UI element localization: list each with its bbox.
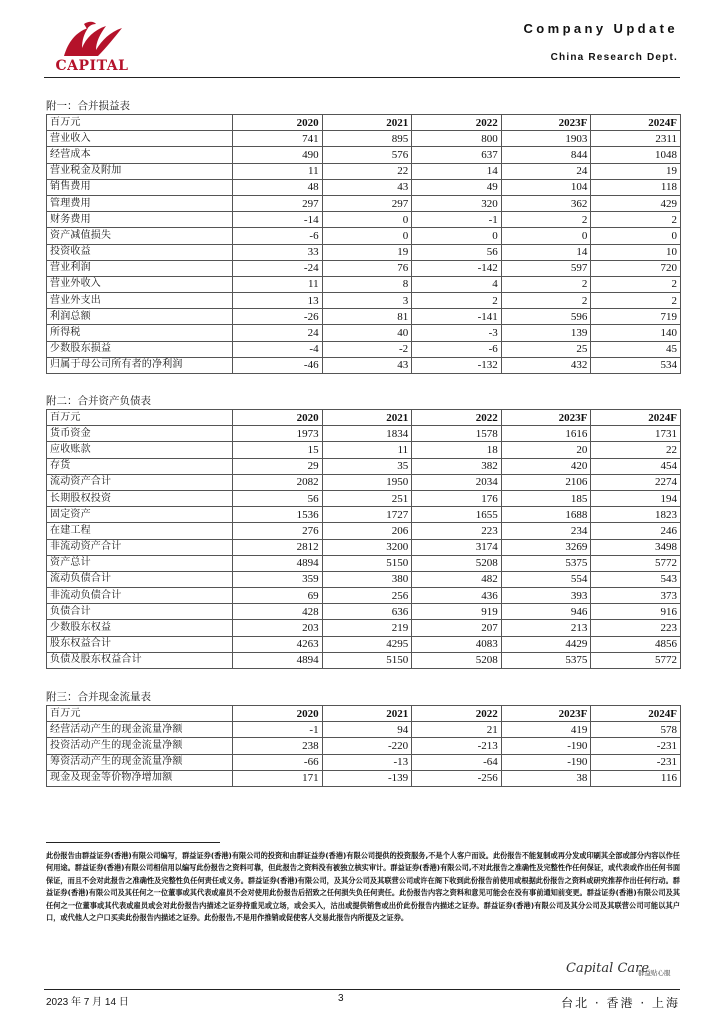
value-cell: 4083 (412, 636, 502, 652)
value-cell: 49 (412, 179, 502, 195)
report-type-title: Company Update (523, 21, 678, 36)
value-cell: 844 (501, 147, 591, 163)
year-header-cell: 2020 (233, 115, 323, 131)
value-cell: 946 (501, 604, 591, 620)
row-label-cell: 资产总计 (47, 555, 233, 571)
table-row (47, 490, 681, 506)
row-label-cell: 固定资产 (47, 507, 233, 523)
row-label-cell: 筹资活动产生的现金流量净额 (47, 754, 233, 770)
value-cell: 719 (591, 309, 681, 325)
value-cell: -231 (591, 738, 681, 754)
income-statement-title: 附一：合并损益表 (46, 100, 130, 112)
value-cell: 14 (412, 163, 502, 179)
value-cell: -141 (412, 309, 502, 325)
cash-flow-table (46, 705, 681, 787)
row-label-cell: 少数股东损益 (47, 341, 233, 357)
value-cell: 554 (501, 571, 591, 587)
value-cell: 18 (412, 442, 502, 458)
value-cell: 29 (233, 458, 323, 474)
year-header-cell: 2021 (322, 410, 412, 426)
row-label-cell: 应收账款 (47, 442, 233, 458)
value-cell: 1731 (591, 426, 681, 442)
row-label-cell: 股东权益合计 (47, 636, 233, 652)
value-cell: 10 (591, 244, 681, 260)
year-header-cell: 2024F (591, 706, 681, 722)
income-statement-table (46, 114, 681, 374)
row-label-cell: 营业利润 (47, 260, 233, 276)
value-cell: 246 (591, 523, 681, 539)
row-label-cell: 流动资产合计 (47, 474, 233, 490)
value-cell: 5208 (412, 652, 502, 668)
value-cell: 1688 (501, 507, 591, 523)
value-cell: 13 (233, 293, 323, 309)
table-row (47, 474, 681, 490)
value-cell: 38 (501, 770, 591, 786)
table-row (47, 636, 681, 652)
year-header-cell: 2021 (322, 115, 412, 131)
unit-cell: 百万元 (47, 410, 233, 426)
table-row (47, 588, 681, 604)
capital-care-logo (566, 961, 682, 985)
value-cell: 3200 (322, 539, 412, 555)
row-label-cell: 长期股权投资 (47, 490, 233, 506)
header-divider (44, 77, 680, 78)
table-header-row (47, 410, 681, 426)
value-cell: 3498 (591, 539, 681, 555)
table-row (47, 507, 681, 523)
table-row (47, 228, 681, 244)
value-cell: 0 (322, 228, 412, 244)
value-cell: -14 (233, 212, 323, 228)
value-cell: 373 (591, 588, 681, 604)
table-row (47, 458, 681, 474)
value-cell: 94 (322, 722, 412, 738)
capital-eagle-icon (58, 20, 124, 58)
value-cell: 8 (322, 276, 412, 292)
value-cell: 43 (322, 357, 412, 373)
value-cell: 436 (412, 588, 502, 604)
value-cell: 576 (322, 147, 412, 163)
table-row (47, 147, 681, 163)
value-cell: -4 (233, 341, 323, 357)
value-cell: 21 (412, 722, 502, 738)
year-header-cell: 2022 (412, 115, 502, 131)
table-row (47, 309, 681, 325)
value-cell: 81 (322, 309, 412, 325)
row-label-cell: 经营成本 (47, 147, 233, 163)
value-cell: 1834 (322, 426, 412, 442)
value-cell: 2 (501, 212, 591, 228)
year-header-cell: 2024F (591, 115, 681, 131)
value-cell: 35 (322, 458, 412, 474)
value-cell: 256 (322, 588, 412, 604)
value-cell: 24 (233, 325, 323, 341)
value-cell: 20 (501, 442, 591, 458)
unit-cell: 百万元 (47, 706, 233, 722)
value-cell: 1578 (412, 426, 502, 442)
value-cell: 140 (591, 325, 681, 341)
table-row (47, 260, 681, 276)
row-label-cell: 营业税金及附加 (47, 163, 233, 179)
value-cell: 432 (501, 357, 591, 373)
table-row (47, 754, 681, 770)
value-cell: 223 (412, 523, 502, 539)
value-cell: 5772 (591, 652, 681, 668)
value-cell: 139 (501, 325, 591, 341)
value-cell: 15 (233, 442, 323, 458)
value-cell: -24 (233, 260, 323, 276)
value-cell: 578 (591, 722, 681, 738)
table-row (47, 770, 681, 786)
value-cell: 185 (501, 490, 591, 506)
value-cell: 1950 (322, 474, 412, 490)
year-header-cell: 2021 (322, 706, 412, 722)
year-header-cell: 2020 (233, 410, 323, 426)
value-cell: 22 (591, 442, 681, 458)
value-cell: 637 (412, 147, 502, 163)
value-cell: 45 (591, 341, 681, 357)
value-cell: -132 (412, 357, 502, 373)
value-cell: -220 (322, 738, 412, 754)
value-cell: 251 (322, 490, 412, 506)
value-cell: 454 (591, 458, 681, 474)
value-cell: 14 (501, 244, 591, 260)
table-row (47, 357, 681, 373)
value-cell: 56 (412, 244, 502, 260)
value-cell: 276 (233, 523, 323, 539)
income-statement-section (46, 98, 680, 374)
row-label-cell: 投资活动产生的现金流量净额 (47, 738, 233, 754)
value-cell: 636 (322, 604, 412, 620)
value-cell: 4 (412, 276, 502, 292)
row-label-cell: 负债及股东权益合计 (47, 652, 233, 668)
value-cell: 2034 (412, 474, 502, 490)
row-label-cell: 负债合计 (47, 604, 233, 620)
value-cell: 11 (322, 442, 412, 458)
value-cell: 800 (412, 131, 502, 147)
row-label-cell: 归属于母公司所有者的净利润 (47, 357, 233, 373)
value-cell: 2 (412, 293, 502, 309)
row-label-cell: 销售费用 (47, 179, 233, 195)
value-cell: 5375 (501, 652, 591, 668)
value-cell: 223 (591, 620, 681, 636)
value-cell: -6 (412, 341, 502, 357)
value-cell: 380 (322, 571, 412, 587)
table-row (47, 131, 681, 147)
value-cell: 238 (233, 738, 323, 754)
value-cell: 0 (412, 228, 502, 244)
value-cell: 1655 (412, 507, 502, 523)
capital-care-script: Capital Care (566, 961, 650, 976)
value-cell: 24 (501, 163, 591, 179)
report-date: 2023 年 7 月 14 日 (46, 997, 129, 1008)
year-header-cell: 2020 (233, 706, 323, 722)
value-cell: 382 (412, 458, 502, 474)
value-cell: 419 (501, 722, 591, 738)
table-row (47, 212, 681, 228)
value-cell: 56 (233, 490, 323, 506)
value-cell: 69 (233, 588, 323, 604)
value-cell: 4894 (233, 555, 323, 571)
table-row (47, 620, 681, 636)
logo-text: CAPITAL (55, 58, 129, 74)
value-cell: 1823 (591, 507, 681, 523)
value-cell: 5375 (501, 555, 591, 571)
value-cell: 11 (233, 276, 323, 292)
balance-sheet-title: 附二：合并资产负债表 (46, 395, 151, 407)
table-row (47, 325, 681, 341)
table-row (47, 652, 681, 668)
row-label-cell: 少数股东权益 (47, 620, 233, 636)
year-header-cell: 2023F (501, 115, 591, 131)
row-label-cell: 营业外支出 (47, 293, 233, 309)
year-header-cell: 2022 (412, 410, 502, 426)
office-cities: 台北 · 香港 · 上海 (561, 996, 680, 1010)
table-row (47, 523, 681, 539)
value-cell: 0 (501, 228, 591, 244)
value-cell: 543 (591, 571, 681, 587)
value-cell: 19 (322, 244, 412, 260)
value-cell: -64 (412, 754, 502, 770)
row-label-cell: 经营活动产生的现金流量净额 (47, 722, 233, 738)
capital-care-cn: 群益贴心服 (638, 969, 671, 977)
value-cell: 4263 (233, 636, 323, 652)
value-cell: 4429 (501, 636, 591, 652)
row-label-cell: 资产减值损失 (47, 228, 233, 244)
value-cell: 2106 (501, 474, 591, 490)
cash-flow-title: 附三：合并现金流量表 (46, 691, 151, 703)
value-cell: -6 (233, 228, 323, 244)
row-label-cell: 所得税 (47, 325, 233, 341)
table-row (47, 555, 681, 571)
row-label-cell: 营业外收入 (47, 276, 233, 292)
value-cell: 1536 (233, 507, 323, 523)
value-cell: 2 (501, 293, 591, 309)
value-cell: 482 (412, 571, 502, 587)
table-row (47, 738, 681, 754)
value-cell: 490 (233, 147, 323, 163)
value-cell: 4894 (233, 652, 323, 668)
table-row (47, 571, 681, 587)
value-cell: 219 (322, 620, 412, 636)
value-cell: 741 (233, 131, 323, 147)
value-cell: 207 (412, 620, 502, 636)
value-cell: 720 (591, 260, 681, 276)
row-label-cell: 利润总额 (47, 309, 233, 325)
cash-flow-section (46, 689, 680, 787)
row-label-cell: 管理费用 (47, 195, 233, 211)
table-header-row (47, 706, 681, 722)
value-cell: 2 (591, 276, 681, 292)
year-header-cell: 2023F (501, 410, 591, 426)
department-subtitle: China Research Dept. (550, 52, 678, 63)
value-cell: 19 (591, 163, 681, 179)
value-cell: 4295 (322, 636, 412, 652)
value-cell: 104 (501, 179, 591, 195)
value-cell: 1903 (501, 131, 591, 147)
value-cell: 534 (591, 357, 681, 373)
table-row (47, 163, 681, 179)
company-logo (44, 20, 140, 76)
value-cell: -13 (322, 754, 412, 770)
value-cell: -2 (322, 341, 412, 357)
value-cell: 25 (501, 341, 591, 357)
value-cell: 2274 (591, 474, 681, 490)
footer-divider (44, 989, 680, 990)
value-cell: 2812 (233, 539, 323, 555)
table-row (47, 426, 681, 442)
value-cell: -66 (233, 754, 323, 770)
row-label-cell: 投资收益 (47, 244, 233, 260)
value-cell: 0 (322, 212, 412, 228)
value-cell: 1616 (501, 426, 591, 442)
table-row (47, 722, 681, 738)
value-cell: 43 (322, 179, 412, 195)
value-cell: 118 (591, 179, 681, 195)
value-cell: -213 (412, 738, 502, 754)
value-cell: 895 (322, 131, 412, 147)
value-cell: 194 (591, 490, 681, 506)
row-label-cell: 财务费用 (47, 212, 233, 228)
value-cell: -46 (233, 357, 323, 373)
value-cell: 2082 (233, 474, 323, 490)
value-cell: 1048 (591, 147, 681, 163)
value-cell: 206 (322, 523, 412, 539)
table-row (47, 539, 681, 555)
value-cell: -26 (233, 309, 323, 325)
value-cell: 420 (501, 458, 591, 474)
table-row (47, 276, 681, 292)
table-row (47, 195, 681, 211)
value-cell: 1727 (322, 507, 412, 523)
value-cell: 1973 (233, 426, 323, 442)
row-label-cell: 现金及现金等价物净增加额 (47, 770, 233, 786)
value-cell: -1 (233, 722, 323, 738)
value-cell: 297 (322, 195, 412, 211)
table-row (47, 341, 681, 357)
value-cell: 362 (501, 195, 591, 211)
value-cell: -190 (501, 738, 591, 754)
value-cell: 5772 (591, 555, 681, 571)
table-row (47, 604, 681, 620)
value-cell: 393 (501, 588, 591, 604)
value-cell: 916 (591, 604, 681, 620)
row-label-cell: 非流动负债合计 (47, 588, 233, 604)
year-header-cell: 2023F (501, 706, 591, 722)
row-label-cell: 非流动资产合计 (47, 539, 233, 555)
value-cell: 40 (322, 325, 412, 341)
value-cell: -142 (412, 260, 502, 276)
balance-sheet-table (46, 409, 681, 669)
value-cell: 5150 (322, 555, 412, 571)
value-cell: 3269 (501, 539, 591, 555)
value-cell: -231 (591, 754, 681, 770)
row-label-cell: 货币资金 (47, 426, 233, 442)
value-cell: 213 (501, 620, 591, 636)
value-cell: 3174 (412, 539, 502, 555)
value-cell: 5208 (412, 555, 502, 571)
value-cell: 22 (322, 163, 412, 179)
value-cell: 203 (233, 620, 323, 636)
table-row (47, 179, 681, 195)
value-cell: 596 (501, 309, 591, 325)
value-cell: 359 (233, 571, 323, 587)
value-cell: 3 (322, 293, 412, 309)
value-cell: 171 (233, 770, 323, 786)
year-header-cell: 2022 (412, 706, 502, 722)
value-cell: 2 (591, 212, 681, 228)
row-label-cell: 流动负债合计 (47, 571, 233, 587)
row-label-cell: 营业收入 (47, 131, 233, 147)
value-cell: 320 (412, 195, 502, 211)
disclaimer-divider (46, 842, 220, 843)
value-cell: 176 (412, 490, 502, 506)
table-row (47, 442, 681, 458)
value-cell: -190 (501, 754, 591, 770)
value-cell: 0 (591, 228, 681, 244)
balance-sheet-section (46, 393, 680, 669)
value-cell: -1 (412, 212, 502, 228)
value-cell: 297 (233, 195, 323, 211)
value-cell: 919 (412, 604, 502, 620)
unit-cell: 百万元 (47, 115, 233, 131)
value-cell: 234 (501, 523, 591, 539)
row-label-cell: 存货 (47, 458, 233, 474)
value-cell: 76 (322, 260, 412, 276)
value-cell: 429 (591, 195, 681, 211)
table-row (47, 293, 681, 309)
value-cell: 11 (233, 163, 323, 179)
value-cell: 5150 (322, 652, 412, 668)
year-header-cell: 2024F (591, 410, 681, 426)
value-cell: 597 (501, 260, 591, 276)
value-cell: 2311 (591, 131, 681, 147)
value-cell: 2 (501, 276, 591, 292)
page-number: 3 (338, 993, 344, 1004)
value-cell: 428 (233, 604, 323, 620)
value-cell: -256 (412, 770, 502, 786)
value-cell: -3 (412, 325, 502, 341)
disclaimer-text: 此份报告由群益证券(香港)有限公司编写，群益证券(香港)有限公司的投资和由群证益券(香港)有限公司提供的投资服务,不是个人客户而设。此份报告不能复制或再分发或印刷其全部或部分内容以作任何用途。群益证券(香港)有限公司相信用以编写此份报告之资料可靠，但此报告之资料没有被独立核实审计。群益证券(香港)有限公司,不对此报告之准确性及完整性作任何保证，或代表或作出任何书面保证，而且不会对此报告之准确性及完整性负任何责任或义务。群益证券(香港)有限公司，及其分公司及其联营公司或许在阁下收到此份报告前使用或根据此份报告之资料或研究推荐作出任何行动。群益证券(香港)有限公司及其任何之一位董事或其代表或雇员不会对使用此份报告后招致之任何损失负任何责任。此份报告内容之资料和意见可能会在没有事前通知前变更。群益证券(香港)有限公司及其任何之一位董事或其代表或雇员或会对此份报告内描述之证券持重见或立场，或会买入，沽出或提供销售或出价此份报告内描述之证券。群益证券(香港)有限公司及其分公司及其联营公司可能以其户口，或代他人之户口买卖此份报告内描述之证券。此份报告,不是用作推销或促使客人交易此报告内所提及之证券。 (46, 851, 681, 923)
value-cell: 116 (591, 770, 681, 786)
value-cell: 4856 (591, 636, 681, 652)
table-row (47, 244, 681, 260)
value-cell: 33 (233, 244, 323, 260)
table-header-row (47, 115, 681, 131)
value-cell: 48 (233, 179, 323, 195)
value-cell: -139 (322, 770, 412, 786)
row-label-cell: 在建工程 (47, 523, 233, 539)
value-cell: 2 (591, 293, 681, 309)
